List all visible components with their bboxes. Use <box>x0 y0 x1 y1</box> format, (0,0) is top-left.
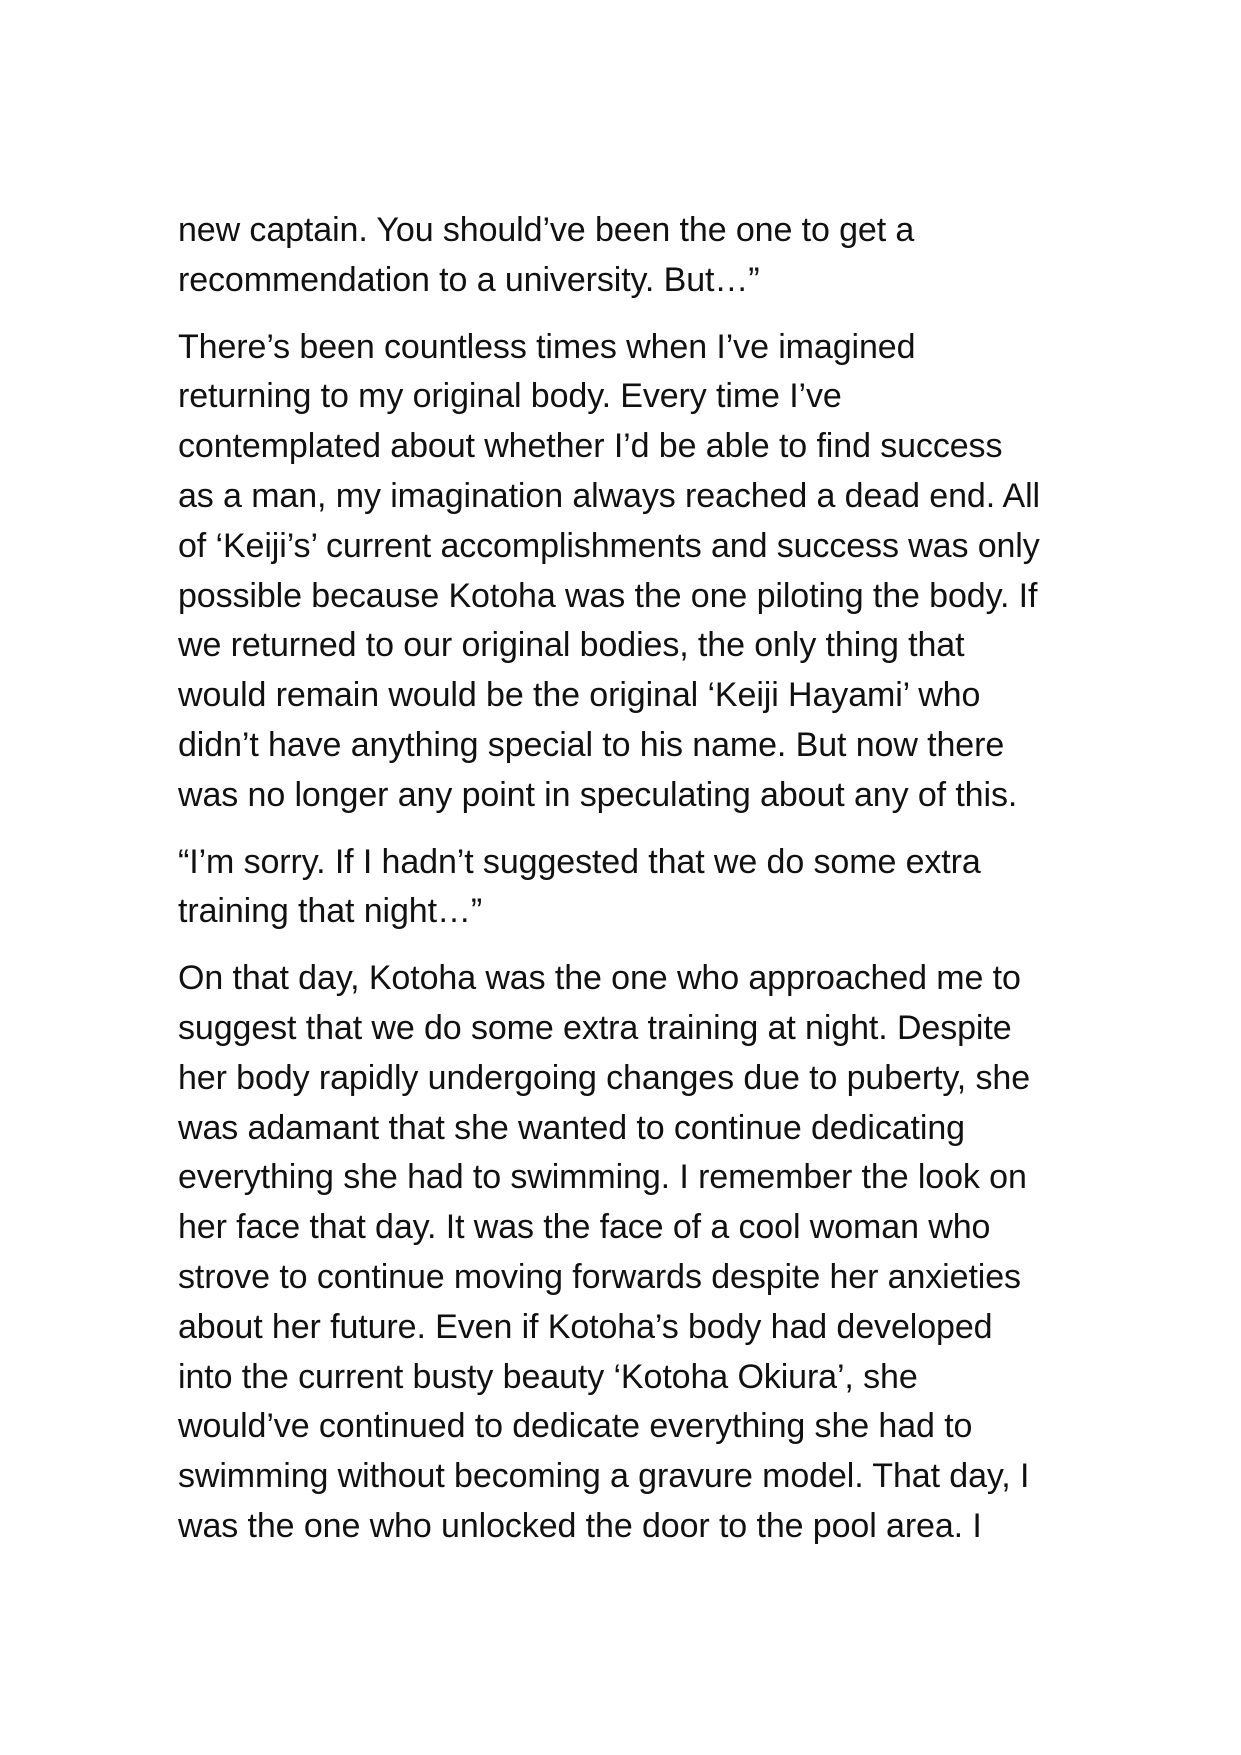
text-line: returning to my original body. Every time I’ve <box>178 377 842 416</box>
paragraph <box>178 838 1078 938</box>
text-line: we returned to our original bodies, the only thing that <box>178 626 965 665</box>
text-line: was adamant that she wanted to continue dedicating <box>178 1108 965 1147</box>
text-line: swimming without becoming a gravure model. That day, I <box>178 1457 1030 1496</box>
text-line: of ‘Keiji’s’ current accomplishments and success was only <box>178 526 1040 565</box>
body-text <box>178 206 1078 1569</box>
text-line: about her future. Even if Kotoha’s body had developed <box>178 1307 993 1346</box>
paragraph <box>178 954 1078 1552</box>
text-line: into the current busty beauty ‘Kotoha Okiura’, she <box>178 1357 918 1396</box>
text-line: There’s been countless times when I’ve imagined <box>178 327 916 366</box>
text-line: was the one who unlocked the door to the pool area. I <box>178 1506 982 1545</box>
text-line: “I’m sorry. If I hadn’t suggested that we do some extra <box>178 842 981 881</box>
text-line: training that night…” <box>178 892 483 931</box>
text-line: didn’t have anything special to his name. But now there <box>178 725 1005 764</box>
text-line: would remain would be the original ‘Keiji Hayami’ who <box>178 676 981 715</box>
paragraph <box>178 206 1078 306</box>
paragraph <box>178 323 1078 821</box>
text-line: her face that day. It was the face of a cool woman who <box>178 1208 991 1247</box>
text-line: new captain. You should’ve been the one to get a <box>178 211 915 249</box>
text-line: was no longer any point in speculating about any of this. <box>178 775 1018 814</box>
text-line: as a man, my imagination always reached a dead end. All <box>178 476 1040 515</box>
text-line: strove to continue moving forwards despite her anxieties <box>178 1257 1021 1296</box>
text-line: would’ve continued to dedicate everything she had to <box>178 1407 973 1446</box>
text-line: possible because Kotoha was the one piloting the body. If <box>178 576 1038 615</box>
text-line: her body rapidly undergoing changes due to puberty, she <box>178 1058 1031 1097</box>
text-line: On that day, Kotoha was the one who approached me to <box>178 959 1021 998</box>
text-line: suggest that we do some extra training at night. Despite <box>178 1008 1012 1047</box>
text-line: everything she had to swimming. I remember the look on <box>178 1158 1027 1197</box>
text-line: recommendation to a university. But…” <box>178 260 760 299</box>
text-line: contemplated about whether I’d be able to find success <box>178 427 1003 466</box>
